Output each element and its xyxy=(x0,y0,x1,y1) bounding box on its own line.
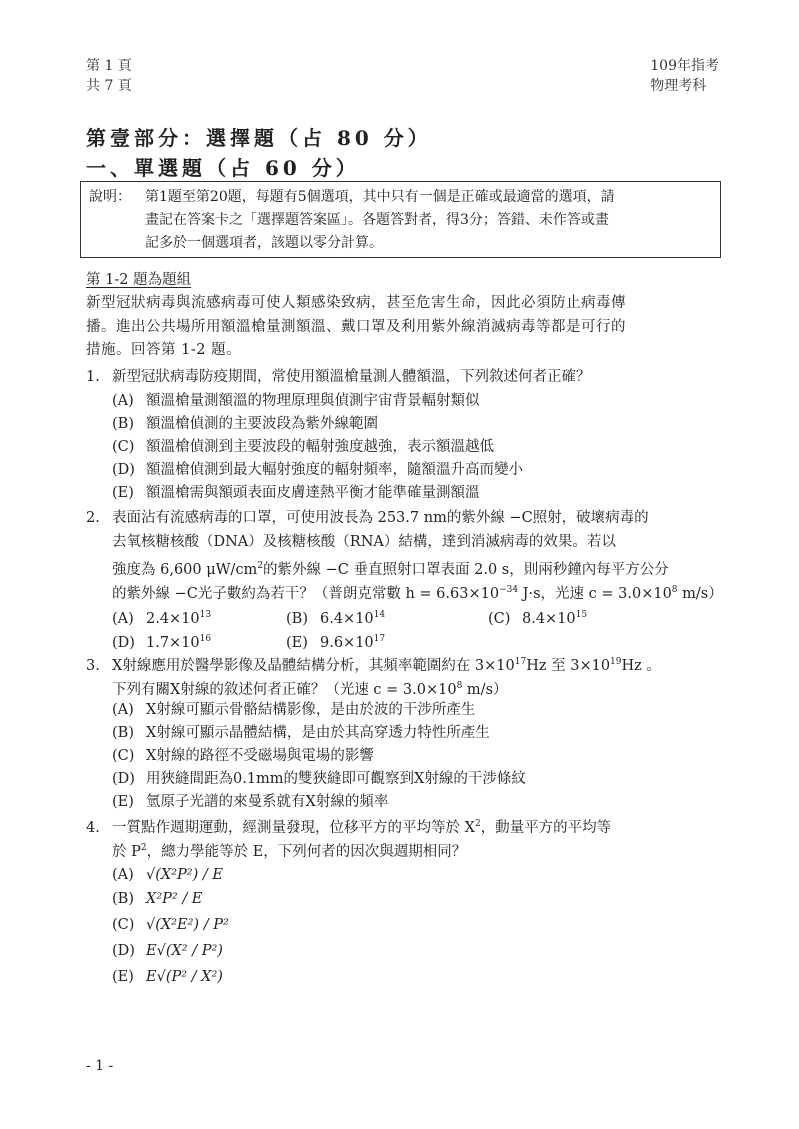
option-label: (A) xyxy=(112,393,134,409)
option-value: 6.4×10 xyxy=(320,611,374,627)
superscript: 19 xyxy=(610,657,622,667)
option-text: X射線可顯示骨骼結構影像，是由於波的干涉所產生 xyxy=(146,702,476,718)
superscript: −34 xyxy=(499,585,519,595)
option-label: (D) xyxy=(112,635,135,651)
option-label: (B) xyxy=(112,891,134,907)
superscript: 13 xyxy=(199,610,212,620)
question-group-title: 第 1-2 題為題組 xyxy=(86,272,192,288)
question-1-option-a[interactable] xyxy=(112,390,480,413)
question-4-option-a[interactable] xyxy=(112,864,223,887)
option-formula: X²P² / E xyxy=(146,891,203,907)
question-4-option-c[interactable] xyxy=(112,914,229,937)
option-value: 2.4×10 xyxy=(146,611,200,627)
superscript: 14 xyxy=(373,610,386,620)
option-formula: √(X²E²) / P² xyxy=(146,917,229,933)
question-2-stem xyxy=(86,507,649,531)
option-label: (D) xyxy=(112,462,135,478)
option-label: (A) xyxy=(112,867,134,883)
question-4-option-e[interactable] xyxy=(112,966,223,989)
superscript: 17 xyxy=(373,634,386,644)
text-segment: ，動量平方的平均等 xyxy=(480,820,612,836)
text-segment: m/s） xyxy=(677,586,723,602)
instructions-label: 說明： xyxy=(89,189,131,205)
text-segment: J·s，光速 c = 3.0×10 xyxy=(518,586,672,602)
superscript: 16 xyxy=(199,634,212,644)
question-4-number: 4. xyxy=(86,820,100,836)
option-value: 1.7×10 xyxy=(146,635,200,651)
part-title: 第壹部分：選擇題（占 80 分） xyxy=(86,126,432,150)
option-label: (A) xyxy=(112,702,134,718)
option-value: 9.6×10 xyxy=(320,635,374,651)
question-1-text: 新型冠狀病毒防疫期間，常使用額溫槍量測人體額溫，下列敘述何者正確？ xyxy=(112,369,591,385)
page-footer-number: - 1 - xyxy=(86,1058,114,1074)
option-text: 額溫槍需與額頭表面皮膚達熱平衡才能準確量測額溫 xyxy=(146,485,480,501)
superscript: 2 xyxy=(140,843,147,853)
option-label: (A) xyxy=(112,611,134,627)
text-segment: X射線應用於醫學影像及晶體結構分析，其頻率範圍約在 3×10 xyxy=(112,658,515,674)
question-3-option-b[interactable] xyxy=(112,722,490,745)
question-2-line-4 xyxy=(112,579,723,607)
text-segment: 一質點作週期運動，經測量發現，位移平方的平均等於 X xyxy=(112,820,475,836)
option-text: 用狹縫間距為0.1mm的雙狹縫即可觀察到X射線的干涉條紋 xyxy=(146,771,526,787)
question-1-option-b[interactable] xyxy=(112,413,378,436)
question-3-option-d[interactable] xyxy=(112,768,526,791)
text-segment: 的紫外線 −C 垂直照射口罩表面 2.0 s，則兩秒鐘內每平方公分 xyxy=(263,562,669,578)
question-4-option-d[interactable] xyxy=(112,940,223,963)
question-2-line-1: 表面沾有流感病毒的口罩，可使用波長為 253.7 nm的紫外線 −C照射，破壞病毒的 xyxy=(112,510,649,526)
question-1-number: 1. xyxy=(86,369,100,385)
option-label: (B) xyxy=(286,611,308,627)
group-intro-line-1: 新型冠狀病毒與流感病毒可使人類感染致病，甚至危害生命，因此必須防止病毒傳 xyxy=(86,295,626,311)
question-3-number: 3. xyxy=(86,658,100,674)
question-2-number: 2. xyxy=(86,510,100,526)
superscript: 8 xyxy=(671,585,678,595)
text-segment: 下列有關X射線的敘述何者正確？（光速 c = 3.0×10 xyxy=(112,682,457,698)
question-1-option-d[interactable] xyxy=(112,459,523,482)
option-label: (E) xyxy=(112,969,134,985)
page-header-left xyxy=(86,56,132,96)
subsection-title: 一、單選題（占 60 分） xyxy=(86,156,360,180)
total-pages: 共 7 頁 xyxy=(86,78,132,94)
superscript: 2 xyxy=(474,819,481,829)
text-segment: m/s） xyxy=(462,682,508,698)
superscript: 15 xyxy=(575,610,588,620)
question-4-line-2 xyxy=(112,837,466,865)
question-3-option-a[interactable] xyxy=(112,699,475,722)
option-value: 8.4×10 xyxy=(522,611,576,627)
option-label: (E) xyxy=(112,794,134,810)
option-label: (B) xyxy=(112,416,134,432)
question-2-option-a[interactable] xyxy=(112,604,211,631)
text-segment: 於 P xyxy=(112,844,141,860)
option-formula: E√(X² / P²) xyxy=(146,943,223,959)
superscript: 8 xyxy=(456,681,463,691)
question-2-option-c[interactable] xyxy=(488,604,587,631)
option-label: (D) xyxy=(112,771,135,787)
option-text: 額溫槍偵測的主要波段為紫外線範圍 xyxy=(146,416,378,432)
option-label: (C) xyxy=(112,439,135,455)
instructions-line-3: 記多於一個選項者，該題以零分計算。 xyxy=(145,235,383,251)
option-label: (C) xyxy=(488,611,511,627)
option-label: (B) xyxy=(112,725,134,741)
group-intro-line-3: 措施。回答第 1-2 題。 xyxy=(86,342,242,358)
text-segment: ，總力學能等於 E，下列何者的因次與週期相同？ xyxy=(146,844,467,860)
option-formula: √(X²P²) / E xyxy=(146,867,223,883)
text-segment: 的紫外線 −C光子數約為若干？（普朗克常數 h = 6.63×10 xyxy=(112,586,500,602)
option-text: X射線的路徑不受磁場與電場的影響 xyxy=(146,748,374,764)
option-label: (C) xyxy=(112,748,135,764)
option-label: (C) xyxy=(112,917,135,933)
question-2-option-b[interactable] xyxy=(286,604,385,631)
question-2-line-2: 去氧核糖核酸（DNA）及核糖核酸（RNA）結構，達到消滅病毒的效果。若以 xyxy=(112,534,616,550)
exam-name: 109年指考 xyxy=(650,58,719,74)
instructions-line-1: 第1題至第20題，每題有5個選項，其中只有一個是正確或最適當的選項，請 xyxy=(145,189,615,205)
option-text: 額溫槍量測額溫的物理原理與偵測宇宙背景輻射類似 xyxy=(146,393,480,409)
text-segment: Hz 至 3×10 xyxy=(526,658,611,674)
question-1-option-e[interactable] xyxy=(112,482,480,505)
question-3-option-e[interactable] xyxy=(112,791,388,814)
option-text: 額溫槍偵測到最大輻射強度的輻射頻率，隨額溫升高而變小 xyxy=(146,462,523,478)
instructions-line-2: 畫記在答案卡之「選擇題答案區」。各題答對者，得3分；答錯、未作答或畫 xyxy=(145,212,609,228)
option-text: 氫原子光譜的來曼系就有X射線的頻率 xyxy=(146,794,389,810)
text-segment: Hz 。 xyxy=(621,658,661,674)
option-label: (D) xyxy=(112,943,135,959)
question-1-stem xyxy=(86,366,591,390)
question-4-option-b[interactable] xyxy=(112,888,202,911)
option-text: X射線可顯示晶體結構，是由於其高穿透力特性所產生 xyxy=(146,725,490,741)
instructions-box xyxy=(80,181,721,258)
option-label: (E) xyxy=(112,485,134,501)
option-formula: E√(P² / X²) xyxy=(146,969,223,985)
page-header-right xyxy=(650,56,719,96)
group-intro-line-2: 播。進出公共場所用額溫槍量測額溫、戴口罩及利用紫外線消滅病毒等都是可行的 xyxy=(86,318,626,335)
question-1-option-c[interactable] xyxy=(112,436,494,459)
option-label: (E) xyxy=(286,635,308,651)
superscript: 2 xyxy=(257,561,264,571)
question-3-option-c[interactable] xyxy=(112,745,374,768)
text-segment: 強度為 6,600 μW/cm xyxy=(112,562,258,578)
page-number: 第 1 頁 xyxy=(86,58,132,74)
subject-name: 物理考科 xyxy=(650,78,707,94)
group-intro xyxy=(86,292,726,363)
option-text: 額溫槍偵測到主要波段的輻射強度越強，表示額溫越低 xyxy=(146,439,494,455)
superscript: 17 xyxy=(514,657,527,667)
